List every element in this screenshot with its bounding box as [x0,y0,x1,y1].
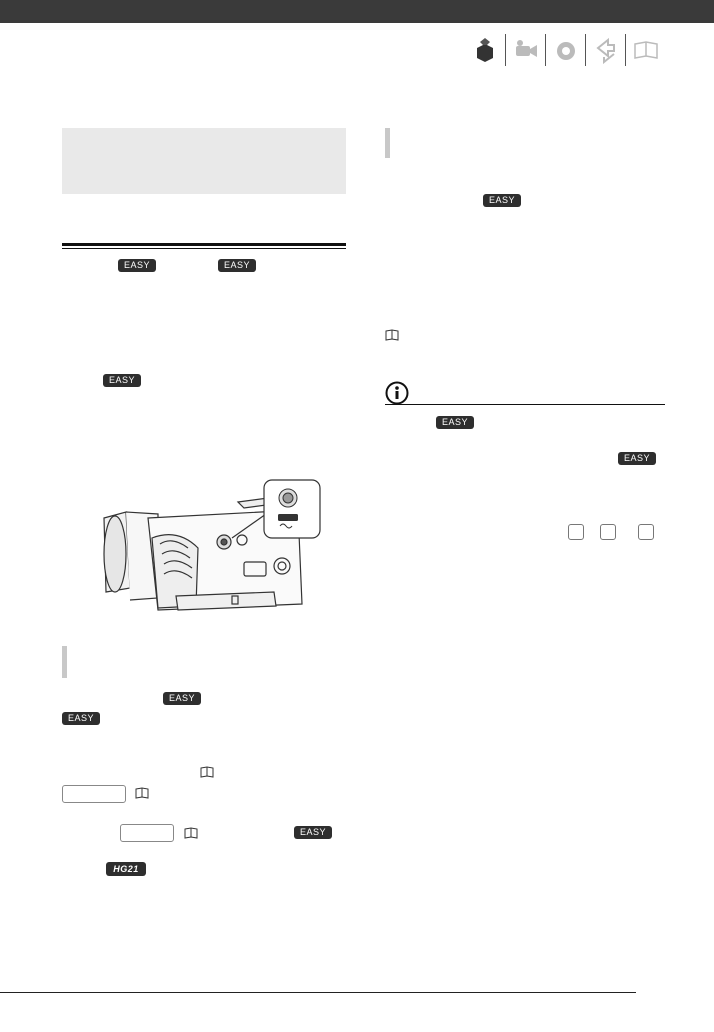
video-icon[interactable] [505,34,546,66]
book-icon [184,827,198,839]
easy-badge: EASY [294,826,332,839]
model-badge: HG21 [106,862,146,876]
book-icon [200,766,214,778]
easy-badge: EASY [436,416,474,429]
easy-badge: EASY [163,692,201,705]
scene-mode-icon [568,524,584,540]
shaded-heading-box [62,128,346,194]
footer-rule [0,992,636,993]
section-rule [62,243,346,246]
book-icon [385,329,399,341]
book-icon [135,787,149,799]
menu-button [120,824,174,842]
subsection-marker [62,646,67,678]
scene-mode-icon [600,524,616,540]
menu-button [62,785,126,803]
photo-icon[interactable] [545,34,586,66]
additional-info-icon[interactable] [625,34,666,66]
header-nav-icons [465,34,665,66]
note-rule [385,404,665,405]
easy-badge: EASY [618,452,656,465]
section-rule-thin [62,248,346,249]
external-connections-icon[interactable] [585,34,626,66]
easy-badge: EASY [62,712,100,725]
top-bar [0,0,714,23]
camcorder-illustration [98,478,324,620]
scene-mode-icon [638,524,654,540]
introduction-icon[interactable] [465,34,505,66]
info-icon [385,381,409,405]
easy-badge: EASY [483,194,521,207]
subsection-marker [385,128,390,158]
easy-badge: EASY [103,374,141,387]
easy-badge: EASY [218,259,256,272]
easy-badge: EASY [118,259,156,272]
